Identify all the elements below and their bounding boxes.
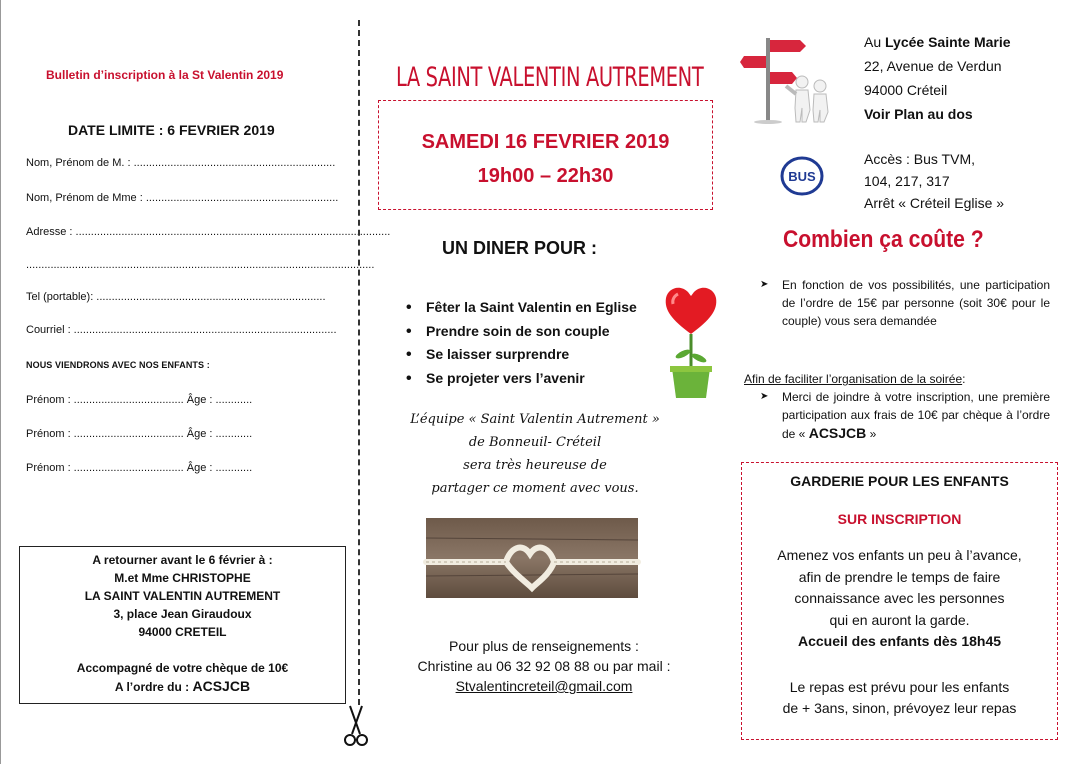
return-cheque: Accompagné de votre chèque de 10€ <box>76 661 289 675</box>
childcare-box <box>741 462 1058 740</box>
access-info <box>864 148 1004 214</box>
bus-icon <box>780 156 824 196</box>
childcare-welcome: Accueil des enfants dès 18h45 <box>797 633 1002 649</box>
childcare-title: GARDERIE POUR LES ENFANTS <box>790 473 1009 489</box>
orga-payee: ACSJCB <box>808 425 867 441</box>
childcare-line: afin de prendre le temps de faire <box>798 568 1001 585</box>
event-title: LA SAINT VALENTIN AUTREMENT <box>396 62 704 93</box>
orga-text-end: » <box>866 427 877 441</box>
childcare-body <box>742 545 1057 653</box>
cost-heading: Combien ça coûte ? <box>783 226 984 253</box>
return-payee-org: ACSJCB <box>192 678 251 694</box>
list-item: • Se laisser surprendre <box>406 343 637 367</box>
orga-text-body: Merci de joindre à votre inscription, une première participation aux frais de 10€ par chèque à l’ordre de « <box>782 390 1050 441</box>
childcare-line: connaissance avec les personnes <box>794 590 1005 606</box>
venue-street: 22, Avenue de Verdun <box>864 58 1002 74</box>
field-mr-name[interactable]: Nom, Prénom de M. : .................................................................. <box>26 157 336 169</box>
arrow-bullet-icon: ➤ <box>760 391 769 402</box>
team-line: de Bonneuil- Créteil <box>468 435 602 450</box>
access-line: Accès : Bus TVM, <box>864 151 975 167</box>
cost-item <box>760 276 1050 330</box>
kids-heading: NOUS VIENDRONS AVEC NOS ENFANTS : <box>26 360 210 370</box>
email-link[interactable]: Stvalentincreteil@gmail.com <box>455 678 633 694</box>
date-box <box>378 100 713 210</box>
venue-prefix: Au <box>864 34 886 50</box>
access-lines: 104, 217, 317 <box>864 173 950 189</box>
venue-name: Lycée Sainte Marie <box>885 34 1011 50</box>
event-time: 19h00 – 22h30 <box>477 165 614 187</box>
orga-item <box>760 388 1050 443</box>
team-line: partager ce moment avec vous. <box>431 481 639 496</box>
field-mrs-name[interactable]: Nom, Prénom de Mme : ............................................................... <box>26 192 339 204</box>
return-payee-label: A l’ordre du : <box>114 680 193 694</box>
return-name: M.et Mme CHRISTOPHE <box>114 571 251 585</box>
field-phone[interactable]: Tel (portable): ........................................................................... <box>26 291 326 303</box>
return-line: A retourner avant le 6 février à : <box>92 553 273 567</box>
field-child-3[interactable]: Prénom : .................................... Âge : ............ <box>26 462 253 474</box>
return-payee <box>20 677 345 696</box>
list-item: • Fêter la Saint Valentin en Eglise <box>406 296 637 320</box>
contact-info <box>374 636 714 696</box>
field-child-2[interactable]: Prénom : .................................... Âge : ............ <box>26 428 253 440</box>
team-line: L’équipe « Saint Valentin Autrement » <box>410 412 660 427</box>
cut-line <box>358 20 360 705</box>
venue-city: 94000 Créteil <box>864 82 948 98</box>
team-line: sera très heureuse de <box>463 458 607 473</box>
event-date: SAMEDI 16 FEVRIER 2019 <box>421 131 670 153</box>
field-address[interactable]: Adresse : ....................................................................................................... <box>26 226 391 238</box>
meal-line: de + 3ans, sinon, prévoyez leur repas <box>782 700 1017 716</box>
return-city: 94000 CRETEIL <box>138 625 227 639</box>
info-phone: Christine au 06 32 92 08 88 ou par mail : <box>417 658 671 674</box>
childcare-line: Amenez vos enfants un peu à l’avance, <box>777 547 1022 563</box>
return-street: 3, place Jean Giraudoux <box>113 607 252 621</box>
list-item: • Prendre soin de son couple <box>406 320 637 344</box>
orga-heading-text: Afin de faciliter l’organisation de la soirée <box>744 372 963 386</box>
info-line: Pour plus de renseignements : <box>449 638 639 654</box>
field-child-1[interactable]: Prénom : .................................... Âge : ............ <box>26 394 253 406</box>
childcare-meal <box>742 677 1057 719</box>
team-message <box>380 408 690 500</box>
return-address-box <box>19 546 346 704</box>
arrow-bullet-icon: ➤ <box>760 279 769 290</box>
scissors-icon <box>342 704 370 748</box>
registration-title: Bulletin d’inscription à la St Valentin 2019 <box>46 68 284 82</box>
cost-text: En fonction de vos possibilités, une participation de l’ordre de 15€ par personne (soit 30€ pour le couple) vous sera demandée <box>782 278 1050 328</box>
venue-map-note: Voir Plan au dos <box>864 106 973 122</box>
heart-plant-icon <box>662 282 720 400</box>
field-email[interactable]: Courriel : ...................................................................................... <box>26 324 337 336</box>
diner-heading: UN DINER POUR : <box>442 238 598 258</box>
childcare-line: qui en auront la garde. <box>829 611 970 628</box>
return-org: LA SAINT VALENTIN AUTREMENT <box>84 589 281 603</box>
venue-address <box>864 30 1011 126</box>
diner-list <box>406 296 637 390</box>
orga-text <box>782 388 1050 443</box>
field-address-line2[interactable]: .................................................................................................................. <box>26 259 375 271</box>
signpost-icon <box>740 32 840 124</box>
deadline: DATE LIMITE : 6 FEVRIER 2019 <box>68 122 275 138</box>
rope-heart-image <box>426 518 638 598</box>
list-item: • Se projeter vers l’avenir <box>406 367 637 391</box>
orga-heading <box>744 372 965 386</box>
orga-colon: : <box>962 372 966 386</box>
meal-line: Le repas est prévu pour les enfants <box>789 679 1010 695</box>
access-stop: Arrêt « Créteil Eglise » <box>864 195 1005 211</box>
bus-icon-label: BUS <box>788 169 816 184</box>
childcare-subtitle: SUR INSCRIPTION <box>837 511 962 527</box>
